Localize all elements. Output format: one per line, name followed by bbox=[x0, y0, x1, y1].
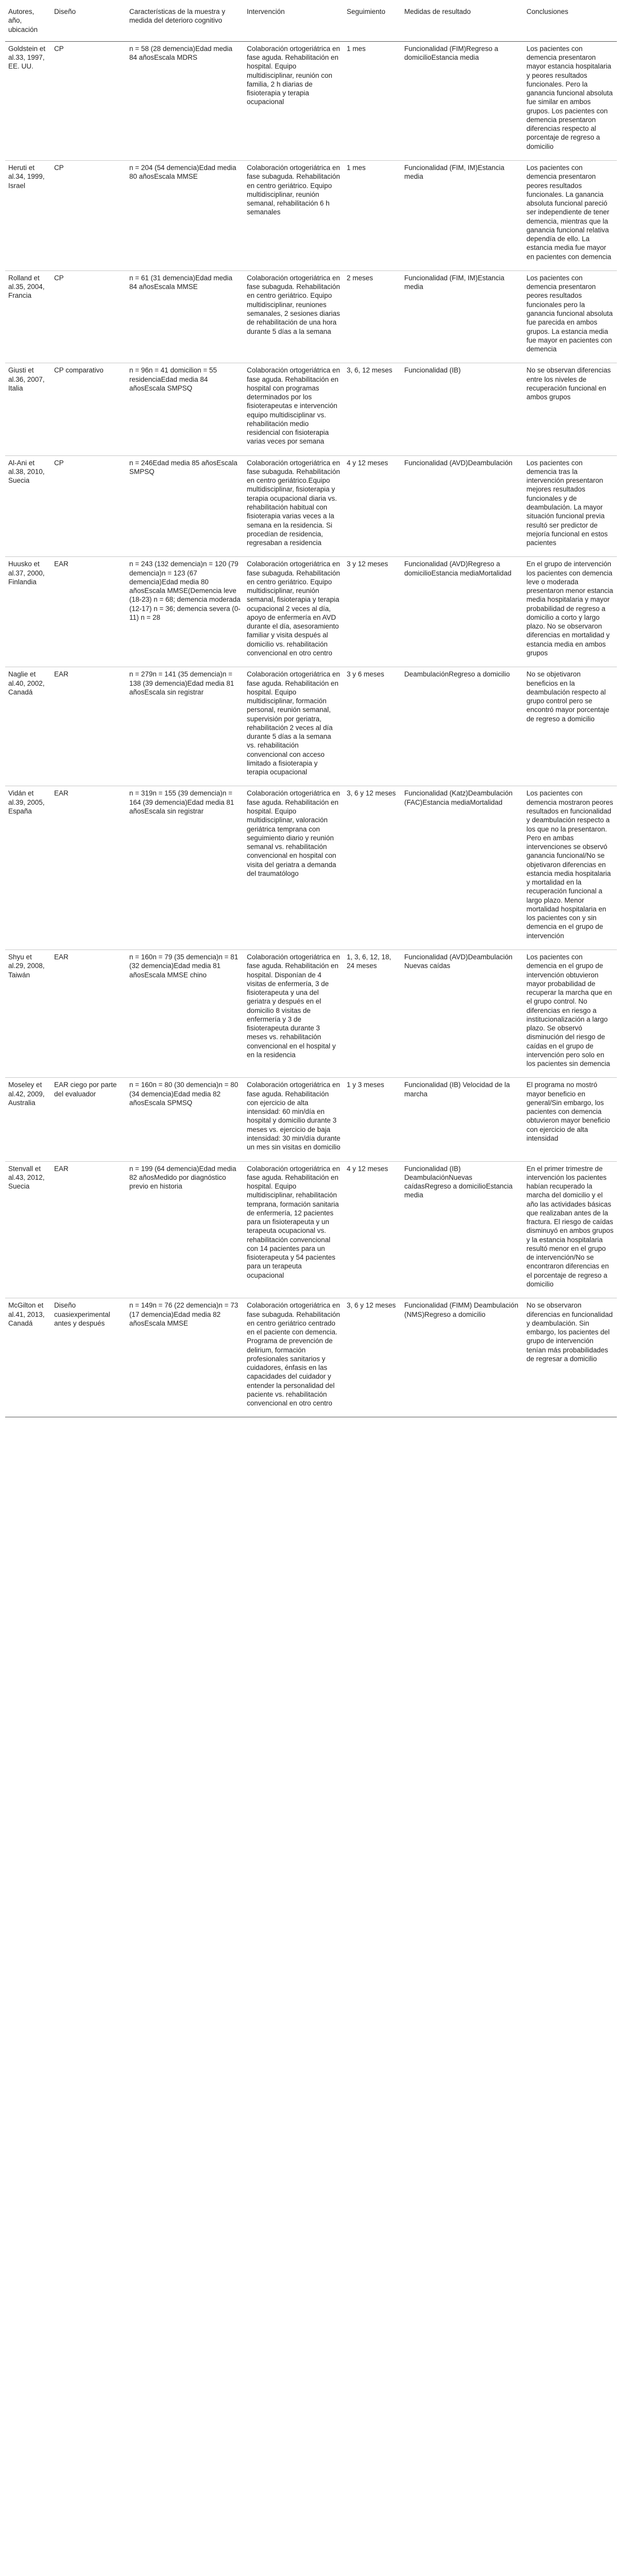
cell-sample: n = 96n = 41 domicilion = 55 residenciaEdad media 84 añosEscala SMPSQ bbox=[126, 363, 244, 455]
cell-sample: n = 149n = 76 (22 demencia)n = 73 (17 demencia)Edad media 82 añosEscala MMSE bbox=[126, 1298, 244, 1417]
cell-outcomes: Funcionalidad (AVD)Deambulación Nuevas caídas bbox=[401, 950, 523, 1077]
cell-design: EAR bbox=[51, 1161, 126, 1298]
cell-design: CP bbox=[51, 160, 126, 270]
table-row bbox=[5, 1161, 617, 1298]
cell-conclusions: En el grupo de intervención los pacientes con demencia leve o moderada presentaron menor estancia media hospitalaria y mayor probabilidad de regreso a domicilio a corto y largo plazo. No se observaron diferencias en mortalidad y estancia media en ambos grupos bbox=[524, 557, 617, 667]
cell-outcomes: DeambulaciónRegreso a domicilio bbox=[401, 667, 523, 786]
cell-intervention: Colaboración ortogeriátrica en fase subaguda. Rehabilitación en centro geriátrico. Equipo multidisciplinar, reunión semanal, rehabilitación 6 h semanales bbox=[244, 160, 344, 270]
cell-authors: Shyu et al.29, 2008, Taiwán bbox=[5, 950, 51, 1077]
header-followup: Seguimiento bbox=[344, 5, 401, 41]
cell-authors: McGilton et al.41, 2013, Canadá bbox=[5, 1298, 51, 1417]
cell-design: CP bbox=[54, 44, 64, 53]
table-row bbox=[5, 1078, 617, 1161]
cell-followup: 3, 6 y 12 meses bbox=[344, 786, 401, 950]
cell-authors: Vidán et al.39, 2005, España bbox=[5, 786, 51, 950]
table-row bbox=[5, 950, 617, 1077]
cell-design: EAR bbox=[51, 950, 126, 1077]
header-conclusions: Conclusiones bbox=[524, 5, 617, 41]
cell-sample: n = 58 (28 demencia)Edad media 84 añosEscala MDRS bbox=[129, 44, 232, 62]
header-authors: Autores, año, ubicación bbox=[5, 5, 51, 41]
cell-intervention: Colaboración ortogeriátrica en fase aguda. Rehabilitación en hospital. Equipo multidisciplinar, reunión con familia, 2 h diarias de fisioterapia y terapia ocupacional bbox=[246, 44, 340, 106]
cell-outcomes: Funcionalidad (FIM, IM)Estancia media bbox=[401, 160, 523, 270]
cell-intervention: Colaboración ortogeriátrica en fase subaguda. Rehabilitación en centro geriátrico. Equipo multidisciplinar, reunión semanal, fisioterapia y terapia ocupacional 2 veces al día, apoyo de enfermería en AVD durante el día, asesoramiento familiar y visita después al domicilio vs. rehabilitación convencional en otro centro bbox=[244, 557, 344, 667]
cell-followup: 1 mes bbox=[346, 44, 366, 53]
cell-sample: n = 199 (64 demencia)Edad media 82 añosMedido por diagnóstico previo en historia bbox=[126, 1161, 244, 1298]
table-row bbox=[5, 1298, 617, 1417]
cell-outcomes: Funcionalidad (FIMM) Deambulación (NMS)Regreso a domicilio bbox=[401, 1298, 523, 1417]
cell-followup: 1, 3, 6, 12, 18, 24 meses bbox=[344, 950, 401, 1077]
table-body bbox=[5, 41, 617, 1417]
cell-authors: Heruti et al.34, 1999, Israel bbox=[5, 160, 51, 270]
table-row bbox=[5, 667, 617, 786]
cell-authors: Moseley et al.42, 2009, Australia bbox=[5, 1078, 51, 1161]
cell-followup: 2 meses bbox=[344, 270, 401, 363]
cell-intervention: Colaboración ortogeriátrica en fase aguda. Rehabilitación con ejercicio de alta intensidad: 60 min/día en hospital y domicilio durante 3 meses vs. ejercicio de baja intensidad: 30 min/día durante un mes sin visitas en domicilio bbox=[244, 1078, 344, 1161]
cell-conclusions: No se observaron diferencias en funcionalidad y deambulación. Sin embargo, los pacientes del grupo de intervención tenían más probabilidades de regresar a domicilio bbox=[524, 1298, 617, 1417]
cell-authors: Stenvall et al.43, 2012, Suecia bbox=[5, 1161, 51, 1298]
cell-outcomes: Funcionalidad (Katz)Deambulación (FAC)Estancia mediaMortalidad bbox=[401, 786, 523, 950]
cell-intervention: Colaboración ortogeriátrica en fase aguda. Rehabilitación en hospital con programas determinados por los fisioterapeutas e intervención equipo multidisciplinar vs. rehabilitación medio residencial con fisioterapia varias veces por semana bbox=[244, 363, 344, 455]
cell-conclusions: En el primer trimestre de intervención los pacientes habían recuperado la marcha del domicilio y el año las actividades básicas que realizaban antes de la fractura. El riesgo de caídas disminuyó en ambos grupos y la estancia hospitalaria resultó menor en el grupo de intervención/No se encontraron diferencias en el porcentaje de regreso a domicilio bbox=[524, 1161, 617, 1298]
cell-conclusions: El programa no mostró mayor beneficio en general/Sin embargo, los pacientes con demencia obtuvieron mayor beneficio con ejercicio de alta intensidad bbox=[524, 1078, 617, 1161]
cell-intervention: Colaboración ortogeriátrica en fase subaguda. Rehabilitación en centro geriátrico.Equipo multidisciplinar, fisioterapia y terapia ocupacional diaria vs. rehabilitación habitual con fisioterapia varias veces a la semana en la residencia. Si procedían de residencia, regresaban a residencia bbox=[244, 455, 344, 557]
cell-intervention: Colaboración ortogeriátrica en fase aguda. Rehabilitación en hospital. Disponían de 4 visitas de enfermería, 3 de fisioterapeuta y una del geriatra y después en el domicilio 8 visitas de enfermería y 3 de fisioterapeuta durante 3 meses vs. rehabilitación convencional en el hospital y en la residencia bbox=[244, 950, 344, 1077]
cell-outcomes: Funcionalidad (IB) DeambulaciónNuevas caídasRegreso a domicilioEstancia media bbox=[401, 1161, 523, 1298]
cell-followup: 1 y 3 meses bbox=[344, 1078, 401, 1161]
cell-sample: n = 61 (31 demencia)Edad media 84 añosEscala MMSE bbox=[126, 270, 244, 363]
table-row bbox=[5, 160, 617, 270]
cell-intervention: Colaboración ortogeriátrica en fase subaguda. Rehabilitación en centro geriátrico centrado en el paciente con demencia. Programa de prevención de delirium, formación profesionales sanitarios y cuidadores, énfasis en las capacidades del cuidador y entender la personalidad del paciente vs. rehabilitación convencional en otro centro bbox=[244, 1298, 344, 1417]
cell-followup: 4 y 12 meses bbox=[344, 1161, 401, 1298]
cell-followup: 4 y 12 meses bbox=[344, 455, 401, 557]
cell-design: Diseño cuasiexperimental antes y después bbox=[51, 1298, 126, 1417]
header-sample: Características de la muestra y medida del deterioro cognitivo bbox=[126, 5, 244, 41]
studies-table bbox=[5, 5, 617, 1417]
cell-design: CP comparativo bbox=[51, 363, 126, 455]
table-row bbox=[5, 557, 617, 667]
cell-authors: Goldstein et al.33, 1997, EE. UU. bbox=[8, 44, 46, 71]
cell-outcomes: Funcionalidad (FIM, IM)Estancia media bbox=[401, 270, 523, 363]
header-outcomes: Medidas de resultado bbox=[401, 5, 523, 41]
cell-intervention: Colaboración ortogeriátrica en fase subaguda. Rehabilitación en centro geriátrico. Equipo multidisciplinar, reuniones semanales, 2 sesiones diarias de rehabilitación de una hora durante 5 días a la semana bbox=[244, 270, 344, 363]
cell-conclusions: Los pacientes con demencia presentaron peores resultados funcionales pero la ganancia funcional absoluta fue parecida en ambos grupos. La estancia media fue mayor en pacientes con demencia bbox=[524, 270, 617, 363]
cell-authors: Al-Ani et al.38, 2010, Suecia bbox=[5, 455, 51, 557]
cell-followup: 3 y 12 meses bbox=[344, 557, 401, 667]
cell-conclusions: Los pacientes con demencia en el grupo de intervención obtuvieron mayor probabilidad de recuperar la marcha que en el grupo control. No diferencias en riesgo a institucionalización a largo plazo. Se observó disminución del riesgo de caídas en el grupo de intervención pero solo en los pacientes sin demencia bbox=[524, 950, 617, 1077]
cell-authors: Rolland et al.35, 2004, Francia bbox=[5, 270, 51, 363]
cell-design: EAR bbox=[51, 786, 126, 950]
cell-design: EAR bbox=[51, 557, 126, 667]
cell-followup: 3 y 6 meses bbox=[344, 667, 401, 786]
cell-followup: 3, 6 y 12 meses bbox=[344, 1298, 401, 1417]
table-row bbox=[5, 455, 617, 557]
cell-sample: n = 243 (132 demencia)n = 120 (79 demencia)n = 123 (67 demencia)Edad media 80 añosEscala MMSE(Demencia leve (18-23) n = 68; demencia moderada (12-17) n = 36; demencia severa (0-11) n = 28 bbox=[126, 557, 244, 667]
cell-sample: n = 319n = 155 (39 demencia)n = 164 (39 demencia)Edad media 81 añosEscala sin registrar bbox=[126, 786, 244, 950]
header-design: Diseño bbox=[51, 5, 126, 41]
header-intervention: Intervención bbox=[244, 5, 344, 41]
cell-intervention: Colaboración ortogeriátrica en fase aguda. Rehabilitación en hospital. Equipo multidisciplinar, rehabilitación temprana, formación sanitaria de enfermería, 12 pacientes para un fisioterapeuta y un terapeuta ocupacional vs. rehabilitación convencional con 14 pacientes para un fisioterapeuta y 54 pacientes para un terapeuta ocupacional bbox=[244, 1161, 344, 1298]
cell-followup: 1 mes bbox=[344, 160, 401, 270]
cell-design: CP bbox=[51, 270, 126, 363]
cell-intervention: Colaboración ortogeriátrica en fase aguda. Rehabilitación en hospital. Equipo multidisciplinar, valoración geriátrica temprana con seguimiento diario y reunión semanal vs. rehabilitación convencional en hospital con visita del geriatra a demanda del traumatólogo bbox=[244, 786, 344, 950]
cell-outcomes: Funcionalidad (FIM)Regreso a domicilioEstancia media bbox=[404, 44, 498, 62]
cell-conclusions: Los pacientes con demencia presentaron mayor estancia hospitalaria y peores resultados funcionales. Pero la ganancia funcional absoluta fue similar en ambos grupos. Los pacientes con demencia presentaron diferencias respecto al porcentaje de regreso a domicilio bbox=[526, 44, 613, 150]
cell-design: EAR bbox=[51, 667, 126, 786]
cell-design: CP bbox=[51, 455, 126, 557]
cell-conclusions: Los pacientes con demencia tras la intervención presentaron mejores resultados funcionales y de deambulación. La mayor situación funcional previa resultó ser predictor de mejoría funcional en estos pacientes bbox=[524, 455, 617, 557]
cell-conclusions: Los pacientes con demencia presentaron peores resultados funcionales. La ganancia absoluta funcional pareció ser independiente de tener demencia, mientras que la ganancia funcional relativa dependía de ello. La estancia media fue mayor en pacientes con demencia bbox=[524, 160, 617, 270]
cell-sample: n = 246Edad media 85 añosEscala SMPSQ bbox=[126, 455, 244, 557]
table-row bbox=[5, 41, 617, 160]
cell-outcomes: Funcionalidad (IB) Velocidad de la marcha bbox=[401, 1078, 523, 1161]
cell-conclusions: No se observan diferencias entre los niveles de recuperación funcional en ambos grupos bbox=[524, 363, 617, 455]
cell-sample: n = 279n = 141 (35 demencia)n = 138 (39 demencia)Edad media 81 añosEscala sin registrar bbox=[126, 667, 244, 786]
cell-outcomes: Funcionalidad (AVD)Deambulación bbox=[401, 455, 523, 557]
cell-sample: n = 160n = 80 (30 demencia)n = 80 (34 demencia)Edad media 82 añosEscala SPMSQ bbox=[126, 1078, 244, 1161]
cell-conclusions: Los pacientes con demencia mostraron peores resultados en funcionalidad y deambulación respecto a los que no la presentaron. Pero en ambas intervenciones se observó ganancia funcional/No se objetivaron diferencias en estancia media hospitalaria y mortalidad en la recuperación funcional a largo plazo. Menor mortalidad hospitalaria en los pacientes con y sin demencia en el grupo de intervención bbox=[524, 786, 617, 950]
cell-authors: Naglie et al.40, 2002, Canadá bbox=[5, 667, 51, 786]
cell-design: EAR ciego por parte del evaluador bbox=[51, 1078, 126, 1161]
cell-authors: Giusti et al.36, 2007, Italia bbox=[5, 363, 51, 455]
cell-sample: n = 204 (54 demencia)Edad media 80 añosEscala MMSE bbox=[126, 160, 244, 270]
table-row bbox=[5, 786, 617, 950]
cell-authors: Huusko et al.37, 2000, Finlandia bbox=[5, 557, 51, 667]
cell-followup: 3, 6, 12 meses bbox=[344, 363, 401, 455]
table-row bbox=[5, 363, 617, 455]
cell-sample: n = 160n = 79 (35 demencia)n = 81 (32 demencia)Edad media 81 añosEscala MMSE chino bbox=[126, 950, 244, 1077]
cell-intervention: Colaboración ortogeriátrica en fase aguda. Rehabilitación en hospital. Equipo multidisciplinar, formación personal, reunión semanal, supervisión por geriatra, rehabilitación 2 veces al día durante 5 días a la semana vs. rehabilitación convencional con acceso limitado a fisioterapia y terapia ocupacional bbox=[244, 667, 344, 786]
table-row bbox=[5, 270, 617, 363]
cell-conclusions: No se objetivaron beneficios en la deambulación respecto al grupo control pero se encontró mayor porcentaje de regreso a domicilio bbox=[524, 667, 617, 786]
cell-outcomes: Funcionalidad (AVD)Regreso a domicilioEstancia mediaMortalidad bbox=[401, 557, 523, 667]
cell-outcomes: Funcionalidad (IB) bbox=[401, 363, 523, 455]
table-header bbox=[5, 5, 617, 41]
